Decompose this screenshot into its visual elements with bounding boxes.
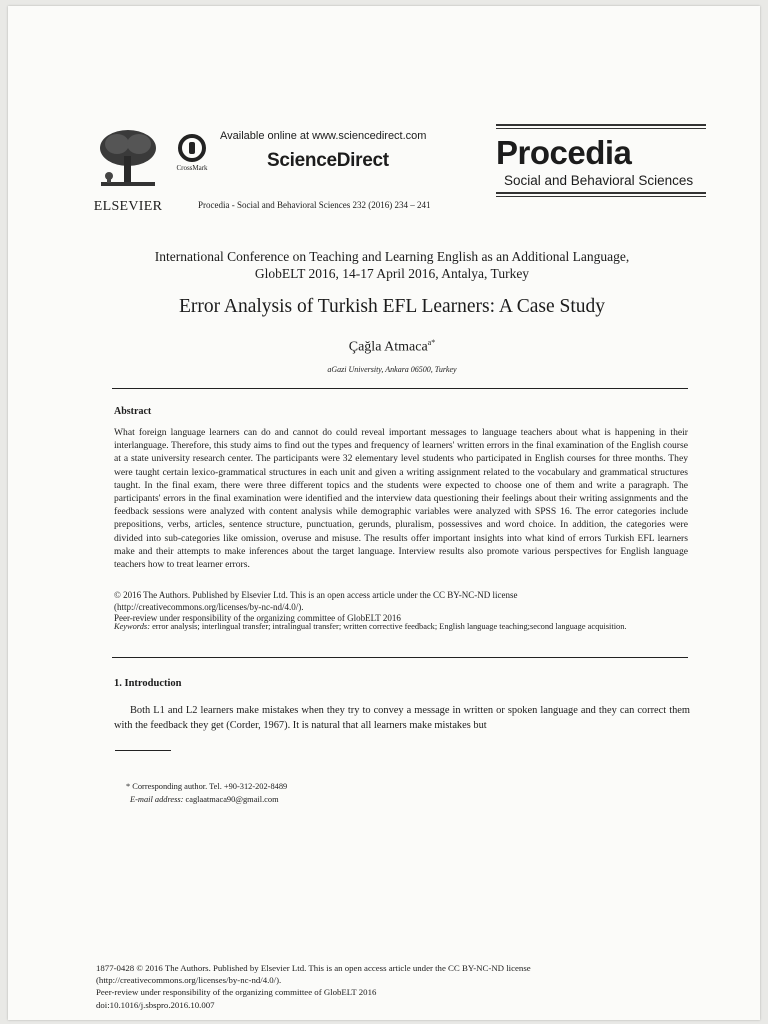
author-affiliation: aGazi University, Ankara 06500, Turkey xyxy=(327,365,457,374)
available-online-text: Available online at www.sciencedirect.com xyxy=(220,130,427,142)
elsevier-logo xyxy=(86,126,170,215)
footnote xyxy=(126,780,287,806)
footnote-rule xyxy=(115,750,171,751)
paper-title: Error Analysis of Turkish EFL Learners: A Case Study xyxy=(178,296,606,317)
footer-line-1: 1877-0428 © 2016 The Authors. Published by Elsevier Ltd. This is an open access article under the CC BY-NC-ND license xyxy=(96,963,531,973)
crossmark-badge[interactable] xyxy=(172,134,212,172)
abstract-heading: Abstract xyxy=(114,406,152,417)
email-address[interactable]: caglaatmaca90@gmail.com xyxy=(185,795,279,804)
author-marks: a* xyxy=(427,338,436,347)
corresponding-author: * Corresponding author. Tel. +90-312-202-8489 xyxy=(126,782,288,791)
crossmark-label: CrossMark xyxy=(176,164,208,172)
elsevier-tree-logo xyxy=(95,126,161,192)
paper-page xyxy=(8,6,760,1020)
conference-line-2: GlobELT 2016, 14-17 April 2016, Antalya, Turkey xyxy=(254,266,530,281)
elsevier-wordmark: ELSEVIER xyxy=(93,199,163,214)
introduction-body: Both L1 and L2 learners make mistakes when they try to convey a message in written or spoken language and they can correct them with the feedback they get (Corder, 1967). It is natural that all learners make mistakes but xyxy=(114,705,690,731)
sciencedirect-logo: ScienceDirect xyxy=(267,150,389,171)
keywords-list: error analysis; interlingual transfer; intralingual transfer; written corrective feedback; English language teaching;second language acquisition. xyxy=(152,622,627,631)
keywords-label: Keywords: xyxy=(114,622,150,631)
doi-line[interactable]: doi:10.1016/j.sbspro.2016.10.007 xyxy=(96,999,215,1010)
brand-top-rule xyxy=(496,124,706,129)
peer-review-line: Peer-review under responsibility of the organizing committee of GlobELT 2016 xyxy=(114,613,401,623)
procedia-brand xyxy=(496,124,706,197)
keywords xyxy=(114,621,688,633)
footer-line-3: Peer-review under responsibility of the organizing committee of GlobELT 2016 xyxy=(96,987,377,998)
abstract-bottom-rule xyxy=(112,657,688,658)
copyright-line-1: © 2016 The Authors. Published by Elsevier Ltd. This is an open access article under the CC BY-NC-ND license xyxy=(114,590,518,600)
conference-info xyxy=(108,248,676,282)
author-line xyxy=(98,338,686,356)
author-name: Çağla Atmaca xyxy=(348,339,428,355)
procedia-subtitle: Social and Behavioral Sciences xyxy=(504,173,694,188)
publication-footer xyxy=(96,962,696,1011)
abstract-top-rule xyxy=(112,388,688,389)
brand-bottom-rule xyxy=(496,192,706,197)
procedia-title: Procedia xyxy=(496,134,632,171)
introduction-heading: 1. Introduction xyxy=(114,678,182,689)
email-label: E-mail address: xyxy=(130,795,184,804)
abstract-copyright xyxy=(114,590,688,625)
conference-line-1: International Conference on Teaching and Learning English as an Additional Language, xyxy=(154,249,630,264)
abstract-body: What foreign language learners can do and cannot do could reveal important messages to language teachers about what is happening in their interlanguage. Therefore, this study aims to find out the types and frequency of learners' written errors in the final examination of the English course at a state university research center. The participants were 32 elementary level students who participated in English courses for three months. They were taught certain lexico-grammatical structures in each unit and given a writing assignment related to the vocabulary and grammatical structures taught. In the final exam, there were three different topics and the students were expected to choose one of them and write a paragraph. The participants' errors in the final examination were identified and the interview data questioning their feelings about their writing assignments and the feedback sessions were analyzed with content analysis while demographic variables were analyzed with SPSS 16. The error categories include prepositions, verbs, articles, sentence structure, punctuation, gerunds, pluralism, possessives and word choice. In addition, the categories were divided into sub-categories like omission, overuse and misuse. The results offer important insights into what kind of errors Turkish EFL learners make and their attempts to make inferences about the target language. Interview results also promote various perspectives for English language teachers how to treat learner errors. xyxy=(114,427,688,571)
footer-line-2[interactable]: (http://creativecommons.org/licenses/by-nc-nd/4.0/). xyxy=(96,975,282,986)
copyright-line-2[interactable]: (http://creativecommons.org/licenses/by-nc-nd/4.0/). xyxy=(114,601,304,612)
crossmark-icon xyxy=(178,134,206,162)
email-line xyxy=(126,793,287,806)
journal-citation: Procedia - Social and Behavioral Sciences 232 (2016) 234 – 241 xyxy=(198,200,431,210)
